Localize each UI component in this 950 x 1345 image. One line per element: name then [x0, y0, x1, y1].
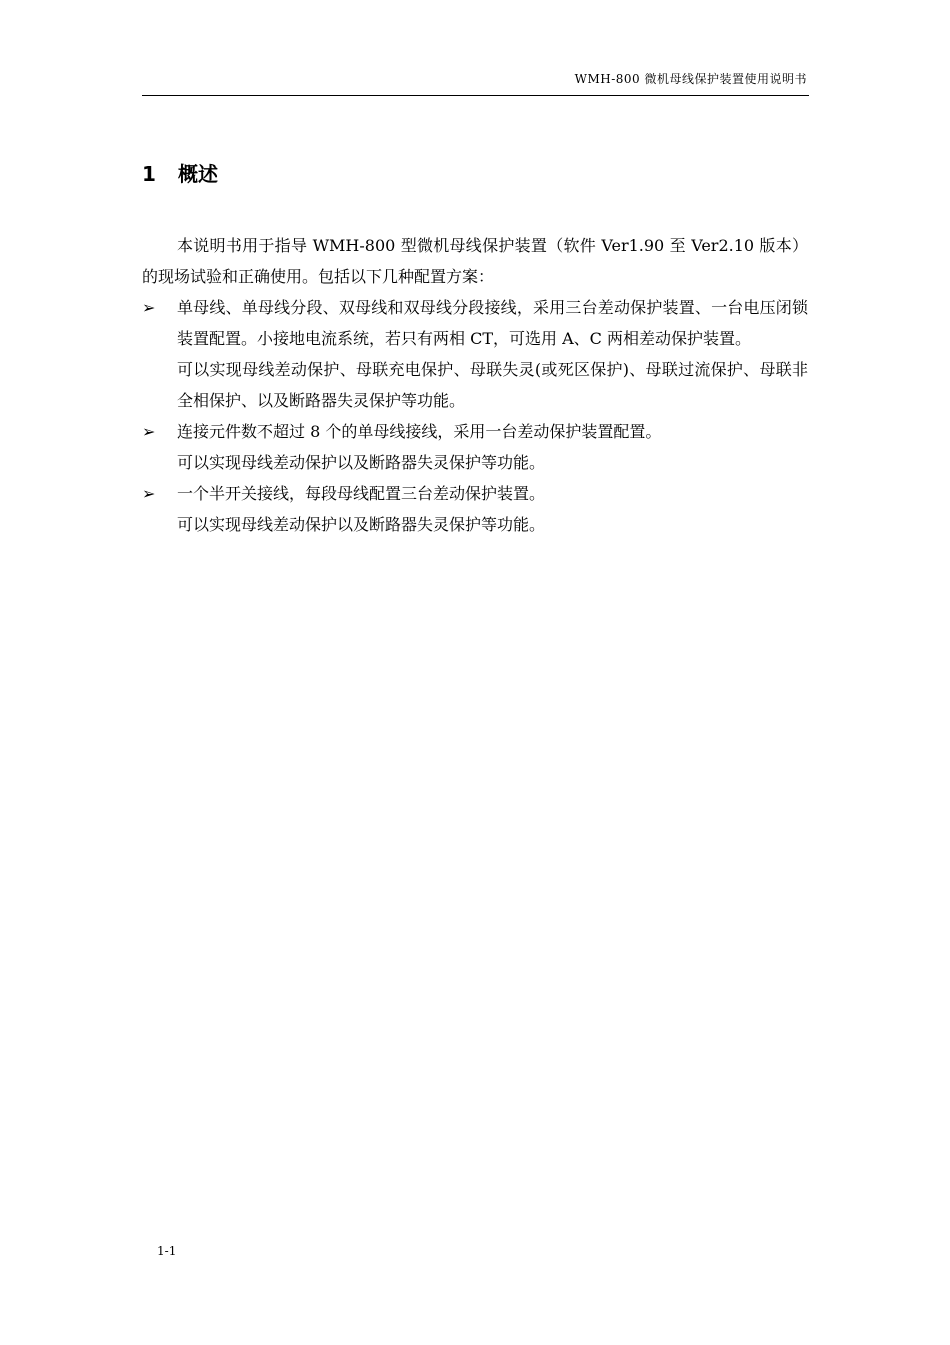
- document-title: WMH-800 微机母线保护装置使用说明书: [574, 72, 807, 86]
- config-description: 一个半开关接线，每段母线配置三台差动保护装置。: [177, 484, 546, 503]
- page-header: [142, 68, 809, 96]
- config-functions: 可以实现母线差动保护以及断路器失灵保护等功能。: [177, 453, 546, 472]
- config-item: [142, 416, 808, 478]
- arrow-bullet-icon: ➢: [142, 484, 156, 503]
- config-list: [142, 292, 808, 540]
- chapter-title: 概述: [178, 162, 218, 186]
- arrow-bullet-icon: ➢: [142, 298, 156, 317]
- chapter-body: [142, 230, 808, 540]
- config-item: [142, 478, 808, 540]
- config-item: [142, 292, 808, 416]
- config-description: 单母线、单母线分段、双母线和双母线分段接线，采用三台差动保护装置、一台电压闭锁装置配置。小接地电流系统，若只有两相 CT，可选用 A、C 两相差动保护装置。: [177, 298, 808, 348]
- config-functions: 可以实现母线差动保护、母联充电保护、母联失灵(或死区保护)、母联过流保护、母联非全相保护、以及断路器失灵保护等功能。: [177, 360, 808, 410]
- intro-paragraph: 本说明书用于指导 WMH-800 型微机母线保护装置（软件 Ver1.90 至 Ver2.10 版本）的现场试验和正确使用。包括以下几种配置方案：: [142, 236, 808, 286]
- config-functions: 可以实现母线差动保护以及断路器失灵保护等功能。: [177, 515, 546, 534]
- arrow-bullet-icon: ➢: [142, 422, 156, 441]
- chapter-number: 1: [142, 162, 156, 186]
- config-description: 连接元件数不超过 8 个的单母线接线，采用一台差动保护装置配置。: [177, 422, 662, 441]
- page-number: 1-1: [157, 1244, 177, 1258]
- chapter-heading: [142, 158, 218, 187]
